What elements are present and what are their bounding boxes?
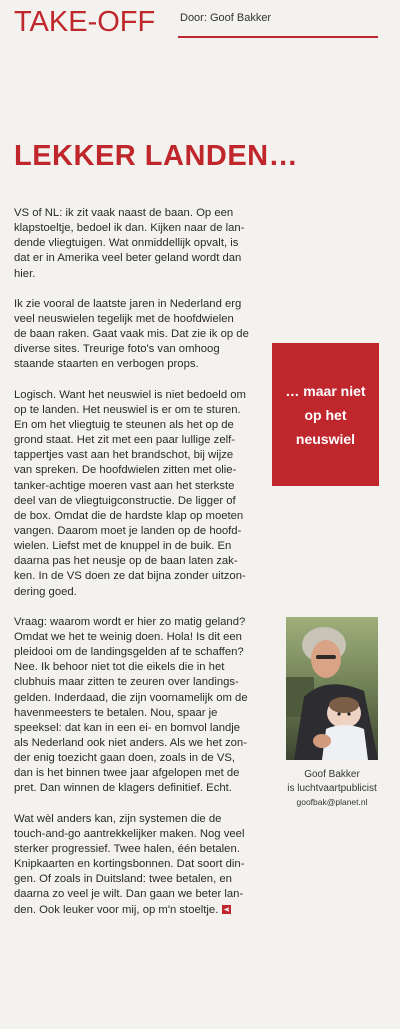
- caption-role: is luchtvaartpublicist: [287, 783, 377, 794]
- text-line: Knipkaarten en kortingsbonnen. Dat soort din-: [14, 858, 245, 871]
- pull-quote-line: op het: [304, 406, 347, 423]
- article-headline: LEKKER LANDEN…: [14, 140, 299, 172]
- text-line: deel van de vliegtuigconstructie. De ligger of: [14, 494, 236, 507]
- pull-quote: [272, 343, 379, 486]
- pull-quote-line: … maar niet: [285, 382, 366, 399]
- text-line: vangen. Daarom moet je landen op de hoofd-: [14, 524, 242, 537]
- paragraph: [14, 206, 276, 282]
- text-line: speeksel: dat kan in een ei- en bomvol landje: [14, 721, 241, 734]
- text-line: clubhuis maar zitten te zeuren over landings-: [14, 676, 239, 689]
- text-line: van spreken. De hoofdwielen zitten met olie-: [14, 464, 237, 477]
- text-line: gelden. Inderdaad, die zijn voornamelijk om de: [14, 691, 248, 704]
- text-line: pleidooi om de landingsgelden af te schaffen?: [14, 646, 244, 659]
- text-line: dering goed.: [14, 585, 77, 598]
- text-line: dat er in Amerika veel beter geland wordt dan: [14, 252, 242, 265]
- text-line: tanker-achtige moeren vast aan het sterkste: [14, 479, 235, 492]
- text-line: Wat wèl anders kan, zijn systemen die de: [14, 812, 222, 825]
- text-line: En om het vliegtuig te steunen als het op de: [14, 418, 234, 431]
- text-line-content: den. Ook leuker voor mij, op m'n stoeltje.: [14, 903, 219, 916]
- text-line: klapstoeltje, bedoel ik dan. Kijken naar de lan-: [14, 222, 245, 235]
- paragraph: [14, 297, 276, 373]
- text-line: de baan raken. Gaat vaak mis. Dat zie ik op de: [14, 328, 249, 341]
- text-line: pret. Dan winnen de klagers definitief. Echt.: [14, 782, 232, 795]
- text-line: touch-and-go aantrekkelijker maken. Nog veel: [14, 827, 245, 840]
- paragraph: [14, 388, 276, 600]
- text-line: staande staarten en verbogen props.: [14, 358, 199, 371]
- text-line: Ik zie vooral de laatste jaren in Nederland erg: [14, 297, 242, 310]
- caption-email: goofbak@planet.nl: [296, 797, 368, 807]
- text-line: Vraag: waarom wordt er hier zo matig geland?: [14, 615, 246, 628]
- photo-caption: [276, 768, 388, 809]
- text-line: dan is het binnen twee jaar afgelopen met de: [14, 767, 240, 780]
- paragraph: [14, 615, 276, 797]
- text-line: veel neuswielen tegelijk met de hoofdwielen: [14, 312, 234, 325]
- text-line: daarna pas het neusje op de baan laten zak-: [14, 555, 238, 568]
- text-line: Omdat we het te weinig doen. Hola! Is dit een: [14, 630, 242, 643]
- pull-quote-line: neuswiel: [295, 430, 356, 447]
- text-line: hier.: [14, 267, 36, 280]
- text-line: op te landen. Het neuswiel is er om te sturen.: [14, 403, 241, 416]
- text-line: gen. Of zoals in Duitsland: twee betalen, en: [14, 873, 232, 886]
- byline: Door: Goof Bakker: [180, 12, 272, 24]
- text-line: dende vliegtuigen. Wat onmiddellijk opvalt, is: [14, 237, 239, 250]
- paragraph: [14, 812, 276, 918]
- text-line: ken. In de VS doen ze dat bijna zonder uitzon-: [14, 570, 246, 583]
- text-line: [14, 903, 276, 918]
- text-line: sterker progressief. Twee halen, één betalen.: [14, 842, 240, 855]
- header-rule: [178, 36, 378, 38]
- text-line: wielen. Liefst met de knuppel in de buik. En: [14, 540, 232, 553]
- article-body: [14, 206, 276, 933]
- airplane-end-icon: [222, 905, 231, 914]
- text-line: havenmeesters te betalen. Nou, spaar je: [14, 706, 218, 719]
- text-line: de box. Omdat die de hardste klap op moeten: [14, 509, 244, 522]
- text-line: Logisch. Want het neuswiel is niet bedoeld om: [14, 388, 246, 401]
- author-photo-illustration: [286, 617, 378, 760]
- text-line: VS of NL: ik zit vaak naast de baan. Op een: [14, 207, 234, 219]
- text-line: der enig toezicht gaan doen, zoals in de VS,: [14, 752, 236, 765]
- text-line: Nee. Ik behoor niet tot die eikels die in het: [14, 661, 225, 674]
- text-line: als Nederland ook niet anders. Als we het zon-: [14, 737, 247, 749]
- text-line: diverse sites. Treurige foto's van omhoog: [14, 343, 220, 356]
- caption-name: Goof Bakker: [304, 769, 360, 780]
- text-line: grond staat. Het zit met een paar lullige zelf-: [14, 434, 236, 447]
- section-title: TAKE-OFF: [14, 6, 156, 38]
- author-photo: [286, 617, 378, 760]
- text-line: tappertjes vast aan het brandschot, bij wijze: [14, 449, 234, 462]
- text-line: daarna zo veel je wilt. Dan gaan we beter lan-: [14, 888, 244, 901]
